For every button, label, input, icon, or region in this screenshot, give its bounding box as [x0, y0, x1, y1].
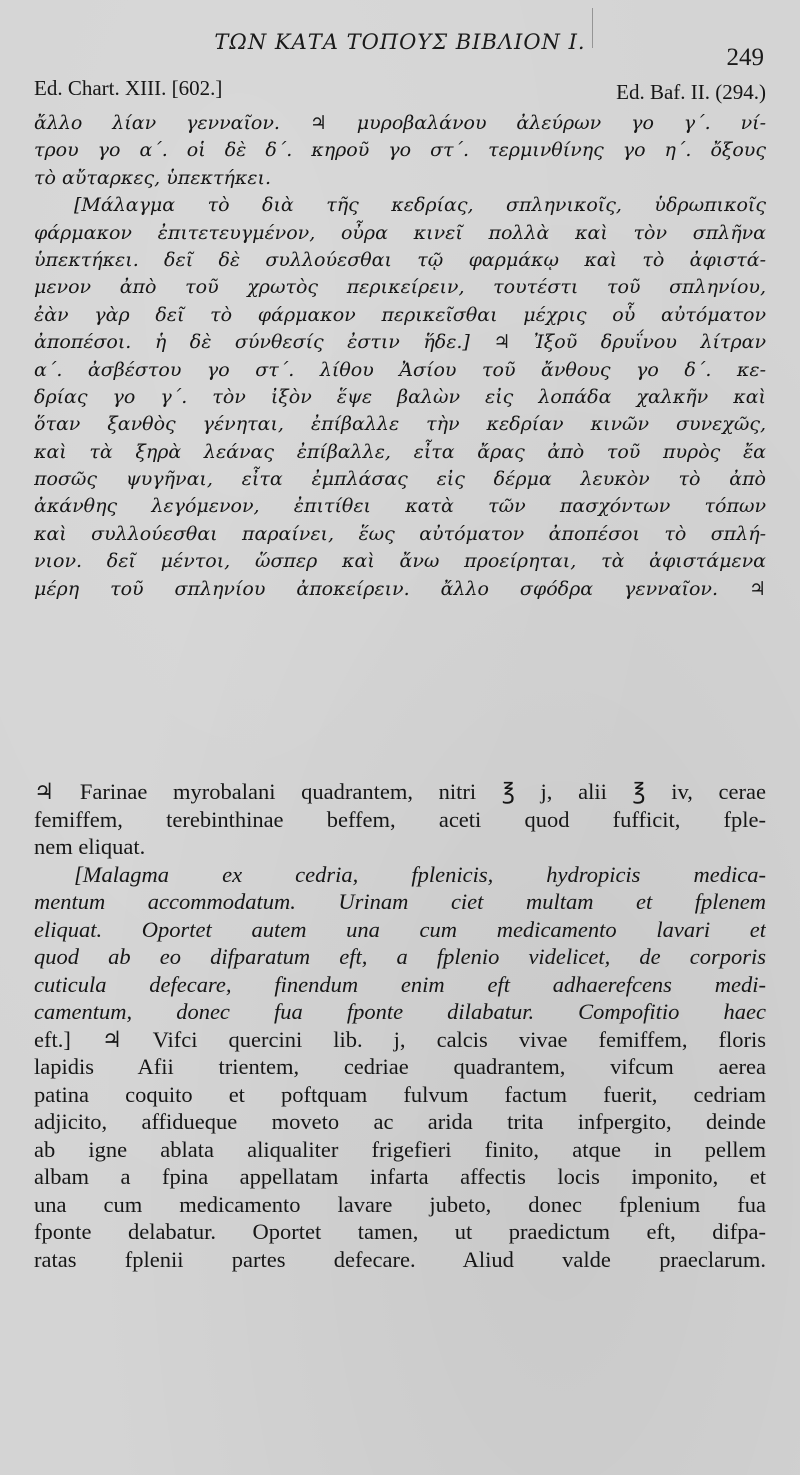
- latin-line: patina coquito et poftquam fulvum factum fuerit, cedriam: [34, 1081, 766, 1107]
- latin-line: nem eliquat.: [34, 834, 146, 859]
- greek-line: ἀποπέσοι. ἡ δὲ σύνθεσίς ἐστιν ἥδε.] ♃ Ἰξοῦ δρυΐνου λίτραν: [34, 331, 766, 354]
- greek-line: ὑπεκτήκει. δεῖ δὲ συλλούεσθαι τῷ φαρμάκῳ καὶ τὸ ἀφιστά-: [34, 248, 766, 271]
- latin-text-block: [34, 778, 766, 1273]
- greek-line: ὅταν ξανθὸς γένηται, ἐπίβαλλε τὴν κεδρίαν κινῶν συνεχῶς,: [34, 413, 766, 436]
- greek-line: τρου γο α΄. οἱ δὲ δ΄. κηροῦ γο στ΄. τερμινθίνης γο η΄. ὄξους: [34, 139, 766, 162]
- greek-line: νιον. δεῖ μέντοι, ὥσπερ καὶ ἄνω προείρηται, τὰ ἀφιστάμενα: [34, 550, 766, 573]
- greek-line: καὶ συλλούεσθαι παραίνει, ἕως αὐτόματον ἀποπέσοι τὸ σπλή-: [34, 522, 766, 545]
- greek-line: καὶ τὰ ξηρὰ λεάνας ἐπίβαλλε, εἶτα ἄρας ἀπὸ τοῦ πυρὸς ἔα: [34, 440, 766, 463]
- latin-line: adjicito, affidueque moveto ac arida trita infpergito, deinde: [34, 1109, 766, 1134]
- greek-line: μενον ἀπὸ τοῦ χρωτὸς περικείρειν, τουτέστι τοῦ σπληνίου,: [34, 276, 766, 299]
- latin-line: quod ab eo difparatum eft, a fplenio videlicet, de corporis: [34, 944, 766, 969]
- latin-line: una cum medicamento lavare jubeto, donec fplenium fua: [34, 1191, 766, 1217]
- greek-line: ποσῶς ψυγῆναι, εἶτα ἐμπλάσας εἰς δέρμα λευκὸν τὸ ἀπὸ: [34, 468, 766, 491]
- latin-line: ab igne ablata aliqualiter frigefieri finito, atque in pellem: [34, 1136, 766, 1162]
- greek-line: μέρη τοῦ σπληνίου ἀποκείρειν. ἄλλο σφόδρα γενναῖον. ♃: [34, 577, 766, 600]
- latin-line: fponte delabatur. Oportet tamen, ut praedictum eft, difpa-: [34, 1219, 766, 1244]
- edition-reference-chartier: Ed. Chart. XIII. [602.]: [34, 76, 223, 100]
- running-title: ΤΩΝ ΚΑΤΑ ΤΟΠΟΥΣ ΒΙΒΛΙΟΝ Ι.: [214, 30, 586, 54]
- greek-line: ἐὰν γὰρ δεῖ τὸ φάρμακον περικεῖσθαι μέχρις οὗ αὐτόματον: [34, 303, 766, 326]
- greek-line: α΄. ἀσβέστου γο στ΄. λίθου Ἀσίου τοῦ ἄνθους γο δ΄. κε-: [34, 358, 766, 381]
- latin-line: mentum accommodatum. Urinam ciet multam et fplenem: [34, 889, 766, 914]
- greek-line: ἄλλο λίαν γενναῖον. ♃ μυροβαλάνου ἀλεύρων γο γ΄. νί-: [34, 112, 766, 134]
- latin-line: eliquat. Oportet autem una cum medicamento lavari et: [34, 916, 766, 942]
- greek-line: φάρμακον ἐπιτετευγμένον, οὖρα κινεῖ πολλὰ καὶ τὸν σπλῆνα: [34, 221, 766, 244]
- latin-line: [Malagma ex cedria, fplenicis, hydropicis medica-: [74, 861, 766, 887]
- page-number: 249: [726, 44, 764, 71]
- greek-line: ἀκάνθης λεγόμενον, ἐπιτίθει κατὰ τῶν πασχόντων τόπων: [34, 495, 766, 518]
- latin-line: cuticula defecare, finendum enim eft adhaerefcens medi-: [34, 971, 766, 997]
- edition-reference-basel: Ed. Baf. II. (294.): [616, 80, 766, 104]
- greek-text-block: [34, 110, 766, 603]
- latin-line: femiffem, terebinthinae beffem, aceti quod fufficit, fple-: [34, 806, 766, 832]
- latin-line: camentum, donec fua fponte dilabatur. Compofitio haec: [34, 999, 766, 1024]
- latin-line: albam a fpina appellatam infarta affectis locis imponito, et: [34, 1164, 766, 1189]
- latin-line: eft.] ♃ Vifci quercini lib. j, calcis vivae femiffem, floris: [34, 1026, 766, 1052]
- greek-line: τὸ αὔταρκες, ὑπεκτήκει.: [34, 166, 271, 189]
- latin-line: ♃ Farinae myrobalani quadrantem, nitri ℥ j, alii ℥ iv, cerae: [34, 779, 766, 804]
- latin-line: lapidis Afii trientem, cedriae quadrantem, vifcum aerea: [34, 1054, 766, 1079]
- greek-line: [Μάλαγμα τὸ διὰ τῆς κεδρίας, σπληνικοῖς, ὑδρωπικοῖς: [74, 194, 766, 217]
- greek-line: δρίας γο γ΄. τὸν ἰξὸν ἕψε βαλὼν εἰς λοπάδα χαλκῆν καὶ: [34, 385, 766, 408]
- latin-line: ratas fplenii partes defecare. Aliud valde praeclarum.: [34, 1246, 766, 1272]
